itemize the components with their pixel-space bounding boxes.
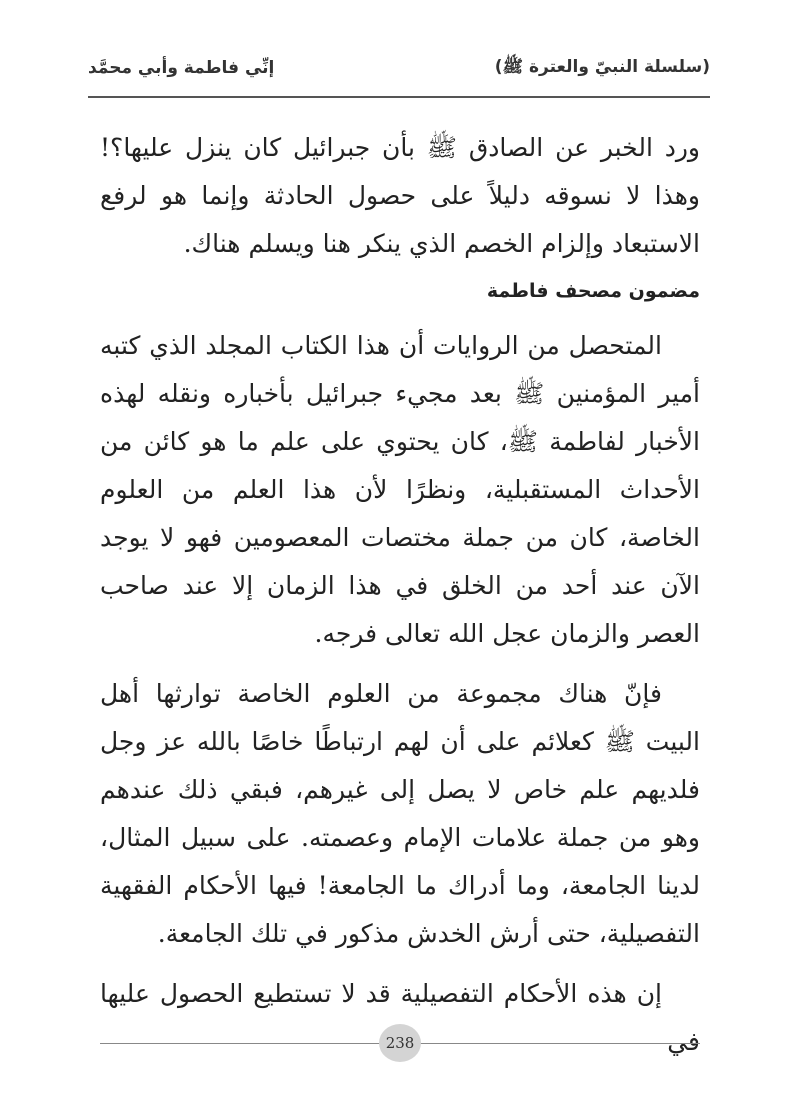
page-number-badge — [379, 1024, 421, 1062]
section-heading: مضمون مصحف فاطمة — [486, 280, 700, 302]
page-body — [100, 124, 700, 1078]
book-title: إنِّي فاطمة وأبي محمَّد — [88, 58, 275, 78]
header-divider — [88, 96, 710, 98]
running-header — [88, 52, 710, 84]
page-footer — [100, 1024, 700, 1064]
page-number: 238 — [385, 1034, 415, 1052]
series-title: (سلسلة النبيّ والعترة ﷺ) — [494, 56, 710, 77]
paragraph-1: ورد الخبر عن الصادق ﷺ بأن جبرائيل كان ينزل عليها؟! وهذا لا نسوقه دليلاً على حصول الحادثة وإنما هو لرفع الاستبعاد وإلزام الخصم الذي ينكر هنا ويسلم هناك. — [100, 133, 700, 258]
paragraph-4: إن هذه الأحكام التفصيلية قد لا تستطيع الحصول عليها في — [100, 979, 700, 1056]
paragraph-2: المتحصل من الروايات أن هذا الكتاب المجلد الذي كتبه أمير المؤمنين ﷺ بعد مجيء جبرائيل بأخباره ونقله لهذه الأخبار لفاطمة ﷺ، كان يحتوي على علم ما هو كائن من الأحداث المستقبلية، ونظرًا لأن هذا العلم من العلوم الخاصة، كان من جملة مختصات المعصومين فهو لا يوجد الآن عند أحد من الخلق في هذا الزمان إلا عند صاحب العصر والزمان عجل الله تعالى فرجه. — [100, 331, 700, 648]
paragraph-3: فإنّ هناك مجموعة من العلوم الخاصة توارثها أهل البيت ﷺ كعلائم على أن لهم ارتباطًا خاصًا بالله عز وجل فلديهم علم خاص لا يصل إلى غيرهم، فبقي ذلك عندهم وهو من جملة علامات الإمام وعصمته. على سبيل المثال، لدينا الجامعة، وما أدراك ما الجامعة! فيها الأحكام الفقهية التفصيلية، حتى أرش الخدش مذكور في تلك الجامعة. — [100, 679, 700, 948]
